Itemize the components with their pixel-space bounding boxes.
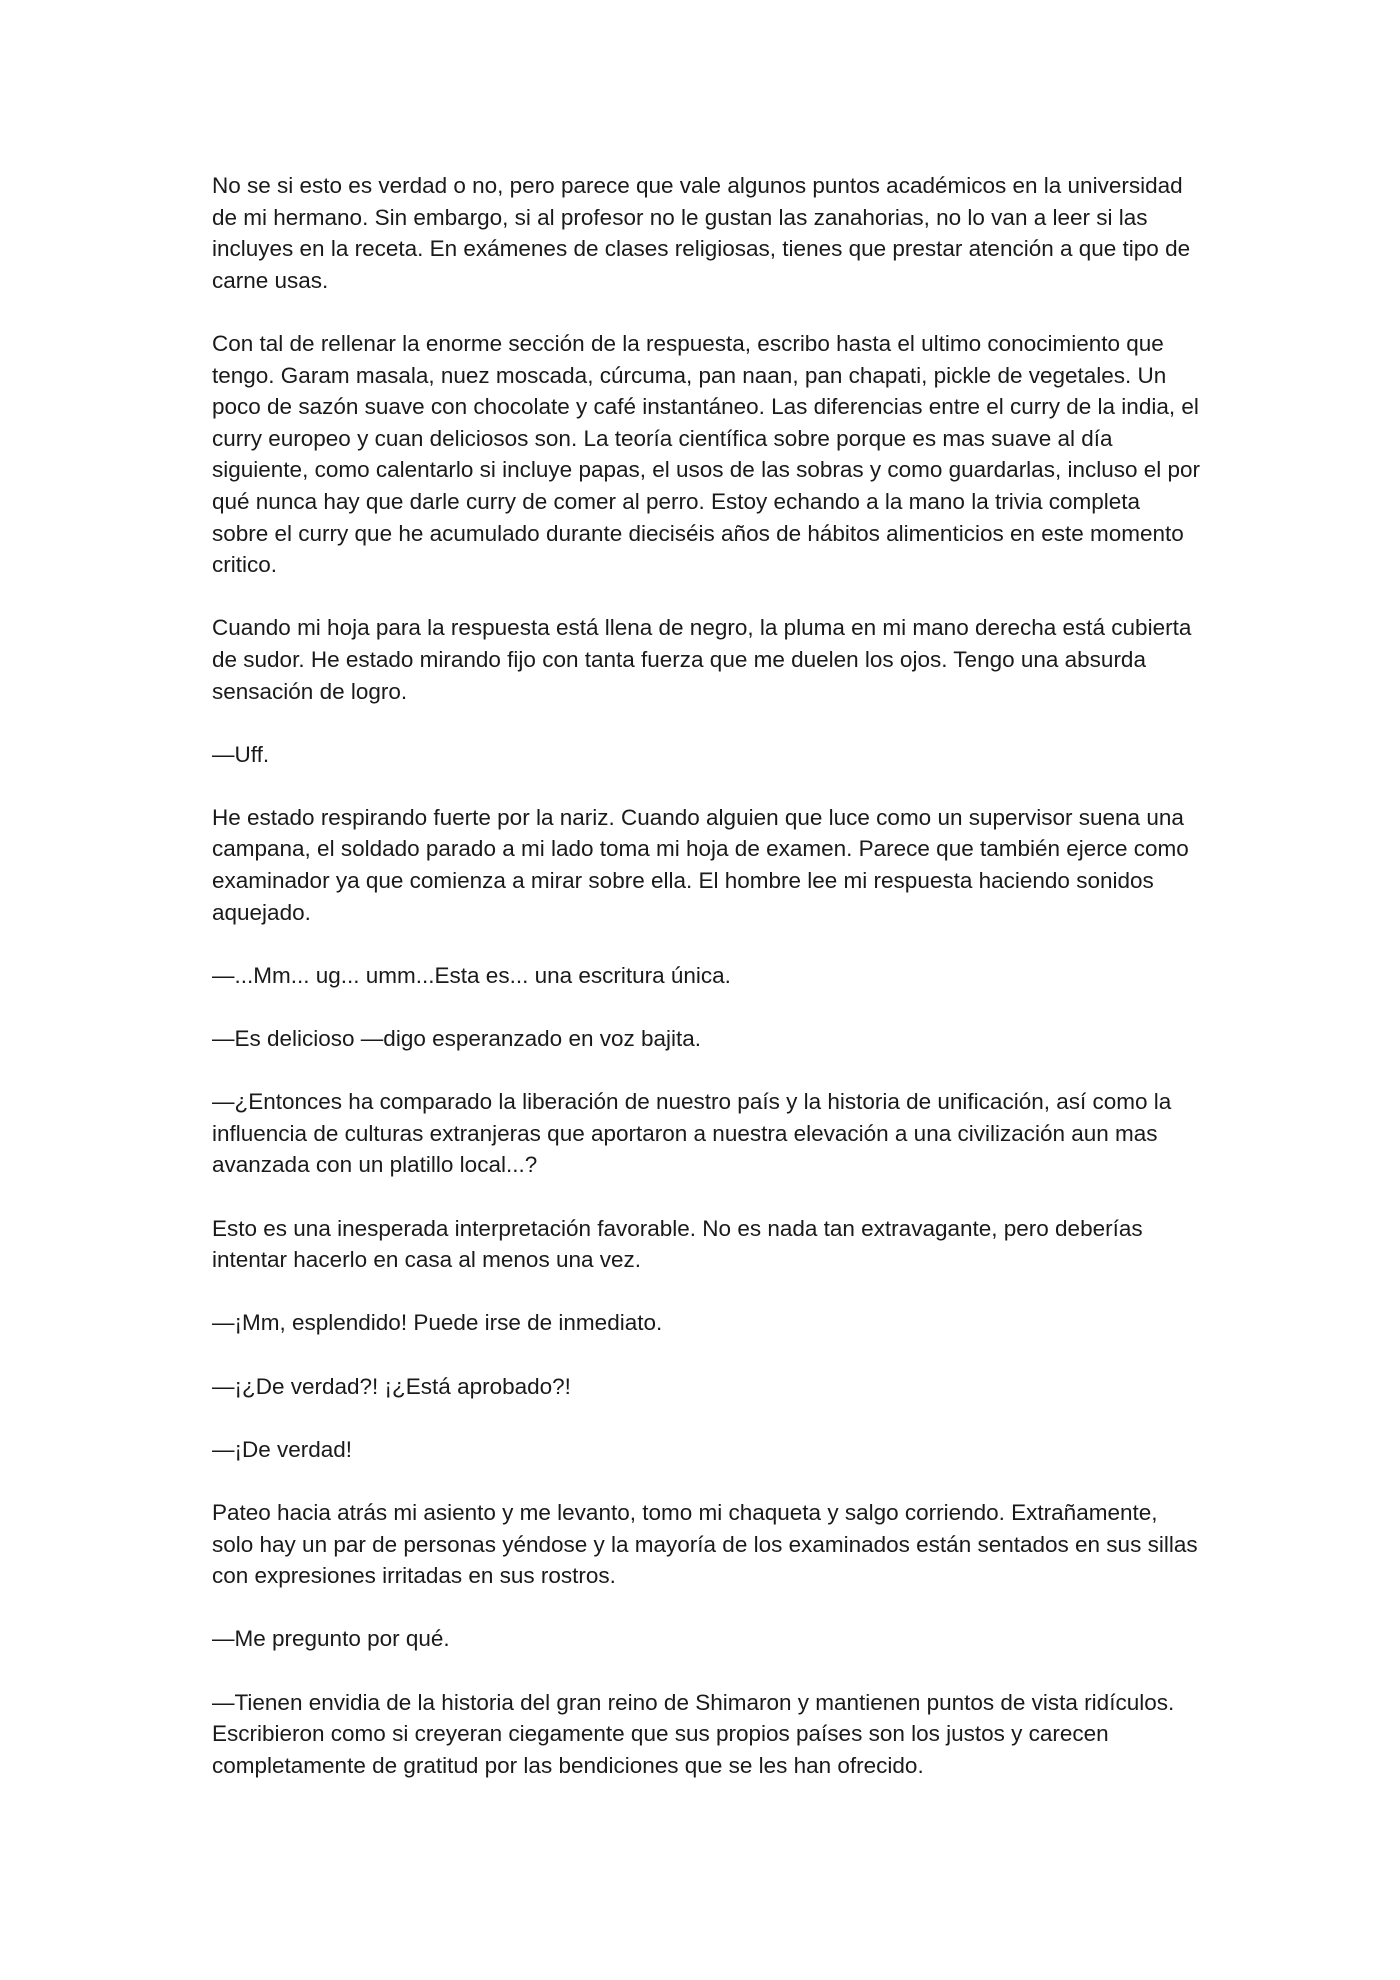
dialogue-line: —¡¿De verdad?! ¡¿Está aprobado?! bbox=[212, 1373, 571, 1399]
paragraph: He estado respirando fuerte por la nariz. Cuando alguien que luce como un supervisor suena una campana, el soldado parado a mi lado toma mi hoja de examen. Parece que también ejerce como examinador ya que comienza a mirar sobre ella. El hombre lee mi respuesta haciendo sonidos aquejado. bbox=[212, 804, 1189, 925]
dialogue-line: —¡Mm, esplendido! Puede irse de inmediato. bbox=[212, 1310, 663, 1336]
paragraph: Cuando mi hoja para la respuesta está llena de negro, la pluma en mi mano derecha está cubierta de sudor. He estado mirando fijo con tanta fuerza que me duelen los ojos. Tengo una absurda sensación de logro. bbox=[212, 615, 1192, 704]
dialogue-line: —Uff. bbox=[212, 741, 270, 767]
paragraph: No se si esto es verdad o no, pero parece que vale algunos puntos académicos en la universidad de mi hermano. Sin embargo, si al profesor no le gustan las zanahorias, no lo van a leer si las incluyes en la receta. En exámenes de clases religiosas, tienes que prestar atención a que tipo de carne usas. bbox=[212, 173, 1191, 293]
dialogue-line: —Me pregunto por qué. bbox=[212, 1626, 450, 1652]
paragraph: Pateo hacia atrás mi asiento y me levanto, tomo mi chaqueta y salgo corriendo. Extrañamente, solo hay un par de personas yéndose y la mayoría de los examinados están sentados en sus sillas con expresiones irritadas en sus rostros. bbox=[212, 1499, 1198, 1589]
paragraph: Con tal de rellenar la enorme sección de la respuesta, escribo hasta el ultimo conocimiento que tengo. Garam masala, nuez moscada, cúrcuma, pan naan, pan chapati, pickle de vegetales. Un poco de sazón suave con chocolate y café instantáneo. Las diferencias entre el curry de la india, el curry europeo y cuan deliciosos son. La teoría científica sobre porque es mas suave al día siguiente, como calentarlo si incluye papas, el usos de las sobras y como guardarlas, incluso el por qué nunca hay que darle curry de comer al perro. Estoy echando a la mano la trivia completa sobre el curry que he acumulado durante dieciséis años de hábitos alimenticios en este momento critico. bbox=[212, 330, 1201, 578]
document-page bbox=[212, 170, 1202, 1813]
dialogue-line: —Es delicioso —digo esperanzado en voz bajita. bbox=[212, 1026, 702, 1052]
paragraph: Esto es una inesperada interpretación favorable. No es nada tan extravagante, pero deberías intentar hacerlo en casa al menos una vez. bbox=[212, 1215, 1143, 1273]
dialogue-line: —...Mm... ug... umm...Esta es... una escritura única. bbox=[212, 962, 731, 988]
dialogue-line: —¿Entonces ha comparado la liberación de nuestro país y la historia de unificación, así como la influencia de culturas extranjeras que aportaron a nuestra elevación a una civilización aun mas avanzada con un platillo local...? bbox=[212, 1089, 1172, 1178]
dialogue-line: —Tienen envidia de la historia del gran reino de Shimaron y mantienen puntos de vista ridículos. Escribieron como si creyeran ciegamente que sus propios países son los justos y carecen completamente de gratitud por las bendiciones que se les han ofrecido. bbox=[212, 1689, 1175, 1778]
dialogue-line: —¡De verdad! bbox=[212, 1436, 353, 1462]
